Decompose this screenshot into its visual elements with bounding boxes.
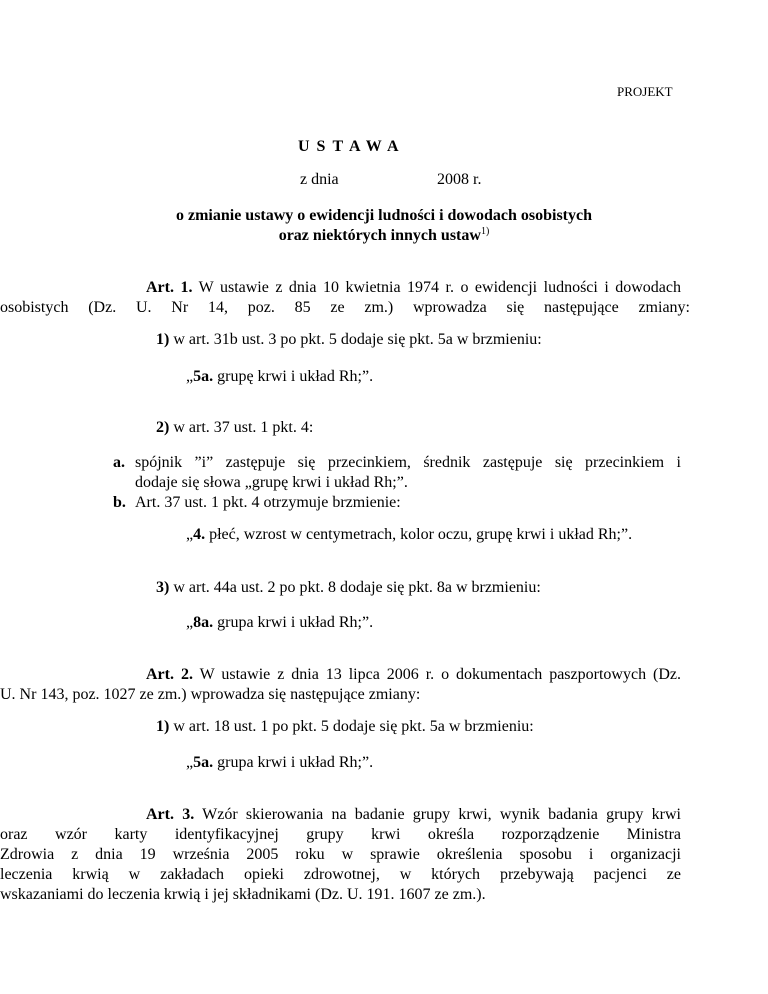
article-3-line-4: leczenia krwią w zakładach opieki zdrowotnej, w których przebywają pacjenci ze [0, 866, 681, 883]
article-2-label: Art. 2. [146, 666, 193, 683]
art1-sub-b: b. Art. 37 ust. 1 pkt. 4 otrzymuje brzmienie: [113, 494, 401, 511]
sub-a-line-2: dodaje się słowa „grupę krwi i układ Rh;”. [135, 474, 408, 491]
article-1-label: Art. 1. [146, 279, 193, 296]
subject-line-2 [0, 226, 768, 246]
art2-quote-1: „5a. grupa krwi i układ Rh;”. [186, 754, 374, 771]
sub-a-line-1: spójnik ”i” zastępuje się przecinkiem, średnik zastępuje się przecinkiem i [135, 454, 681, 471]
date-prefix: z dnia [300, 171, 339, 188]
subject-line-2-text: oraz niektórych innych ustaw [278, 227, 481, 244]
document-title: USTAWA [298, 138, 406, 155]
article-3-label: Art. 3. [146, 806, 195, 823]
article-1-line-2: osobistych (Dz. U. Nr 14, poz. 85 ze zm.) wprowadza się następujące zmiany: [0, 299, 690, 316]
art1-quote-1: „5a. grupę krwi i układ Rh;”. [186, 368, 374, 385]
art2-item-1: 1) w art. 18 ust. 1 po pkt. 5 dodaje się pkt. 5a w brzmieniu: [156, 718, 534, 735]
act-subject [0, 206, 768, 246]
project-label: PROJEKT [617, 84, 673, 99]
article-3-line-3: Zdrowia z dnia 19 września 2005 roku w sprawie określenia sposobu i organizacji [0, 846, 681, 863]
article-3-line-2: oraz wzór karty identyfikacyjnej grupy krwi określa rozporządzenie Ministra [0, 826, 681, 843]
art1-item-3: 3) w art. 44a ust. 2 po pkt. 8 dodaje się pkt. 8a w brzmieniu: [156, 579, 541, 596]
footnote-ref: 1) [480, 226, 490, 237]
article-2-line-1: Art. 2. W ustawie z dnia 13 lipca 2006 r. o dokumentach paszportowych (Dz. [146, 666, 681, 683]
article-2-line-2: U. Nr 143, poz. 1027 ze zm.) wprowadza się następujące zmiany: [0, 686, 421, 703]
article-1 [0, 278, 690, 318]
subject-line-1: o zmianie ustawy o ewidencji ludności i dowodach osobistych [175, 207, 593, 224]
art1-item-2: 2) w art. 37 ust. 1 pkt. 4: [156, 419, 314, 436]
article-3-line-5: wskazaniami do leczenia krwią i jej składnikami (Dz. U. 191. 1607 ze zm.). [0, 886, 486, 903]
article-3-line-1: Art. 3. Wzór skierowania na badanie grupy krwi, wynik badania grupy krwi [146, 806, 681, 823]
art1-quote-2: „4. płeć, wzrost w centymetrach, kolor oczu, grupę krwi i układ Rh;”. [186, 526, 633, 543]
date-year: 2008 r. [437, 171, 482, 188]
art1-sub-a: a. spójnik ”i” zastępuje się przecinkiem, średnik zastępuje się przecinkiem i dodaje się słowa „grupę krwi i układ Rh;”. [113, 454, 681, 491]
article-1-line-1: Art. 1. W ustawie z dnia 10 kwietnia 1974 r. o ewidencji ludności i dowodach [146, 279, 682, 296]
article-2 [0, 665, 681, 705]
article-3 [0, 805, 681, 905]
art1-quote-3: „8a. grupa krwi i układ Rh;”. [186, 614, 374, 631]
art1-item-1: 1) w art. 31b ust. 3 po pkt. 5 dodaje się pkt. 5a w brzmieniu: [156, 331, 542, 348]
